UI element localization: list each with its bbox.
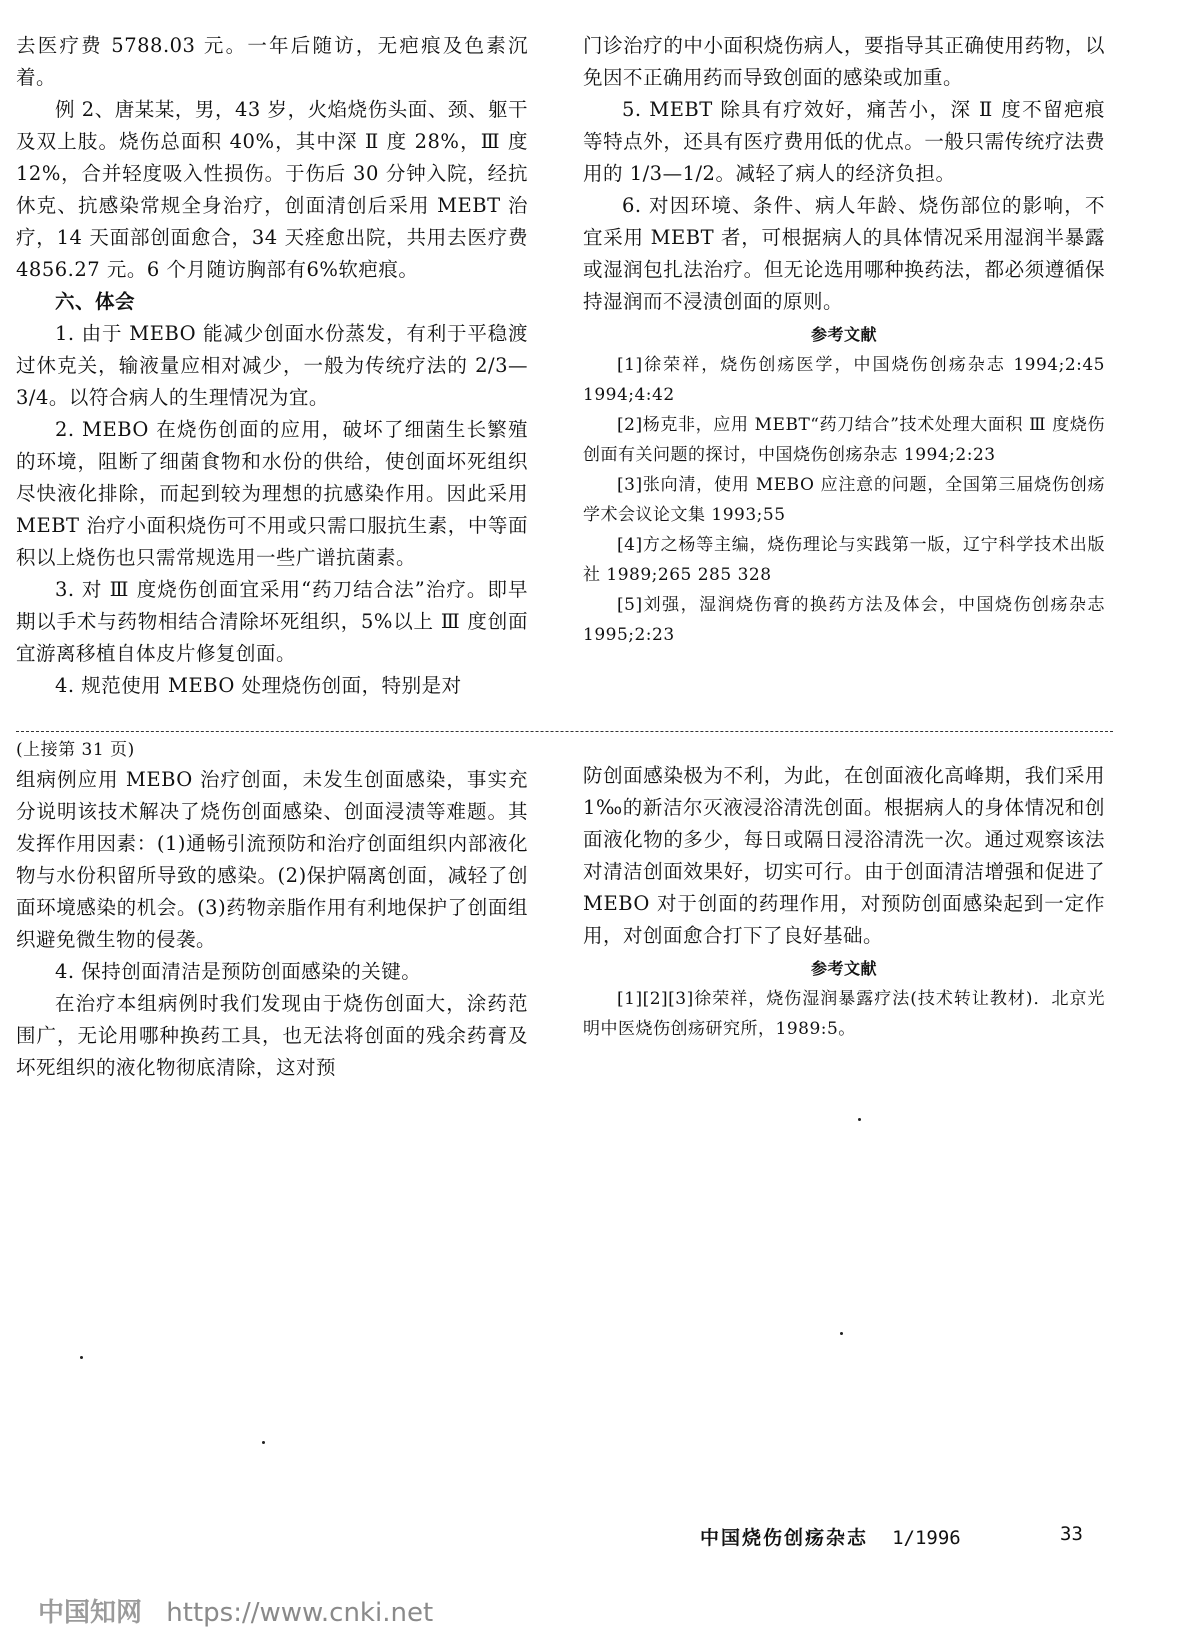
paragraph: 组病例应用 MEBO 治疗创面，未发生创面感染，事实充分说明该技术解决了烧伤创面感染、创面浸渍等难题。其发挥作用因素：(1)通畅引流预防和治疗创面组织内部液化物与水份积留所导致的感染。(2)保护隔离创面，减轻了创面环境感染的机会。(3)药物亲脂作用有利地保护了创面组织避免微生物的侵袭。: [16, 768, 528, 951]
section-divider: [16, 731, 1113, 732]
paragraph: 1. 由于 MEBO 能减少创面水份蒸发，有利于平稳渡过休克关，输液量应相对减少，一般为传统疗法的 2/3—3/4。以符合病人的生理情况为宜。: [16, 322, 528, 409]
journal-issue: 1/1996: [892, 1527, 961, 1549]
paragraph: 在治疗本组病例时我们发现由于烧伤创面大，涂药范围广，无论用哪种换药工具，也无法将创面的残余药膏及坏死组织的液化物彻底清除，这对预: [16, 992, 528, 1079]
paragraph: 防创面感染极为不利，为此，在创面液化高峰期，我们采用 1‰的新洁尔灭液浸浴清洗创面。根据病人的身体情况和创面液化物的多少，每日或隔日浸浴清洗一次。通过观察该法对清洁创面效果好，切实可行。由于创面清洁增强和促进了 MEBO 对于创面的药理作用，对预防创面感染起到一定作用，对创面愈合打下了良好基础。: [583, 764, 1105, 947]
upper-left-column: [16, 30, 528, 702]
reference-item: [1]徐荣祥，烧伤创疡医学，中国烧伤创疡杂志 1994;2:45 1994;4:42: [583, 355, 1105, 405]
cnki-url: https://www.cnki.net: [166, 1598, 434, 1628]
references-title: 参考文献: [810, 959, 877, 978]
paragraph: 例 2、唐某某，男，43 岁，火焰烧伤头面、颈、躯干及双上肢。烧伤总面积 40%，其中深 Ⅱ 度 28%，Ⅲ 度 12%，合并轻度吸入性损伤。于伤后 30 分钟入院，经抗休克、抗感染常规全身治疗，创面清创后采用 MEBT 治疗，14 天面部创面愈合，34 天痊愈出院，共用去医疗费 4856.27 元。6 个月随访胸部有6%软疤痕。: [16, 98, 528, 281]
journal-name: 中国烧伤创疡杂志: [700, 1527, 869, 1549]
scan-speck: [840, 1332, 843, 1335]
reference-item: [5]刘强，湿润烧伤膏的换药方法及体会，中国烧伤创疡杂志 1995;2:23: [583, 595, 1105, 645]
reference-item: [3]张向清，使用 MEBO 应注意的问题，全国第三届烧伤创疡学术会议论文集 1993;55: [583, 475, 1105, 525]
upper-right-column: [583, 30, 1105, 650]
paragraph: 3. 对 Ⅲ 度烧伤创面宜采用“药刀结合法”治疗。即早期以手术与药物相结合清除坏死组织，5%以上 Ⅲ 度创面宜游离移植自体皮片修复创面。: [16, 578, 528, 665]
reference-item: [1][2][3]徐荣祥，烧伤湿润暴露疗法(技术转让教材)．北京光明中医烧伤创疡研究所，1989:5。: [583, 989, 1105, 1039]
cnki-logo-text: 中国知网: [38, 1598, 143, 1628]
paragraph: 门诊治疗的中小面积烧伤病人，要指导其正确使用药物，以免因不正确用药而导致创面的感染或加重。: [583, 34, 1105, 89]
journal-footer: [700, 1523, 961, 1550]
cnki-watermark: [38, 1592, 433, 1629]
page-number: 33: [1060, 1523, 1083, 1545]
paragraph: 6. 对因环境、条件、病人年龄、烧伤部位的影响，不宜采用 MEBT 者，可根据病人的具体情况采用湿润半暴露或湿润包扎法治疗。但无论选用哪种换药法，都必须遵循保持湿润而不浸渍创面的原则。: [583, 194, 1105, 313]
lower-left-column: [16, 736, 528, 1084]
scan-speck: [858, 1118, 861, 1121]
scan-speck: [80, 1356, 83, 1359]
reference-item: [2]杨克非，应用 MEBT“药刀结合”技术处理大面积 Ⅲ 度烧伤创面有关问题的探讨，中国烧伤创疡杂志 1994;2:23: [583, 415, 1105, 465]
paragraph: 去医疗费 5788.03 元。一年后随访，无疤痕及色素沉着。: [16, 34, 528, 89]
section-heading: 六、体会: [55, 290, 136, 313]
reference-item: [4]方之杨等主编，烧伤理论与实践第一版，辽宁科学技术出版社 1989;265 285 328: [583, 535, 1105, 585]
paragraph: 2. MEBO 在烧伤创面的应用，破坏了细菌生长繁殖的环境，阻断了细菌食物和水份的供给，使创面坏死组织尽快液化排除，而起到较为理想的抗感染作用。因此采用 MEBT 治疗小面积烧伤可不用或只需口服抗生素，中等面积以上烧伤也只需常规选用一些广谱抗菌素。: [16, 418, 528, 569]
references-title: 参考文献: [810, 325, 877, 344]
lower-right-column: [583, 760, 1105, 1044]
paragraph: 4. 规范使用 MEBO 处理烧伤创面，特别是对: [55, 674, 462, 697]
continued-note: (上接第 31 页): [16, 740, 135, 760]
paragraph: 5. MEBT 除具有疗效好，痛苦小，深 Ⅱ 度不留疤痕等特点外，还具有医疗费用低的优点。一般只需传统疗法费用的 1/3—1/2。减轻了病人的经济负担。: [583, 98, 1105, 185]
paragraph: 4. 保持创面清洁是预防创面感染的关键。: [55, 960, 422, 983]
scan-speck: [262, 1441, 265, 1444]
